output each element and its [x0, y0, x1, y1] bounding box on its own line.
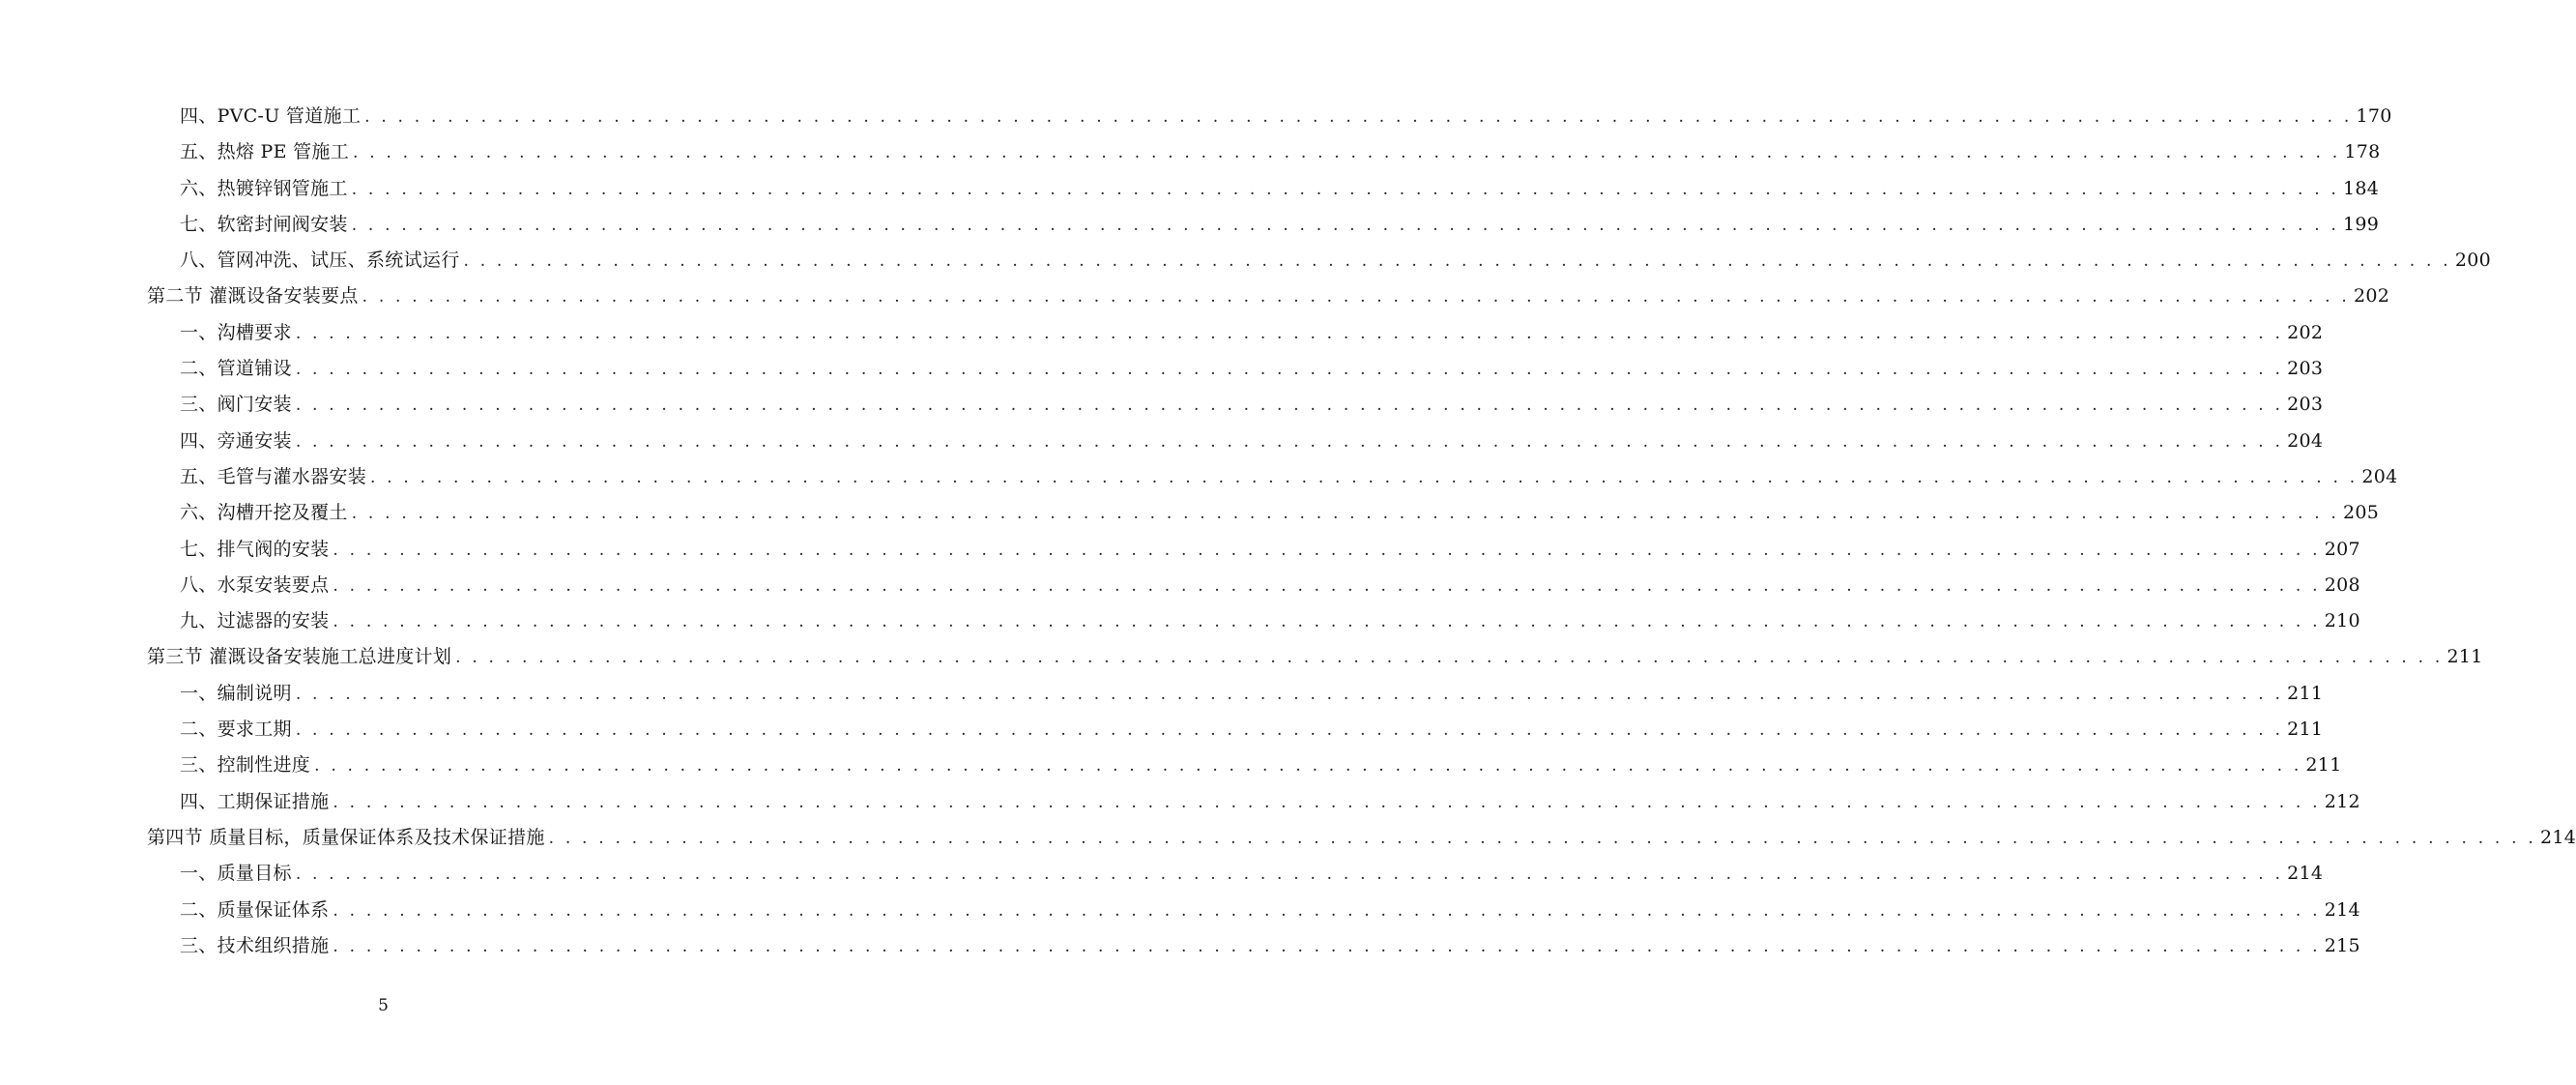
toc-entry[interactable]	[180, 424, 2324, 459]
toc-entry-page: 202	[2287, 321, 2324, 343]
toc-entry-page: 208	[2324, 573, 2360, 596]
toc-dot-leader: . . . . . . . . . . . . . . . . . . . . . . . . . . . . . . . . . . . . . . . . . . . . . . . . . . . . . . . . . . . . . . . . . . . . . . . . . . . . . . . . . . . . . . . . . . . . . . . . . . . . . . . . . . . . . . . . . . . . . . . .	[455, 648, 2444, 668]
toc-entry[interactable]	[180, 207, 2380, 243]
toc-entry[interactable]	[180, 676, 2324, 712]
page-number: 5	[378, 996, 389, 1015]
toc-dot-leader: . . . . . . . . . . . . . . . . . . . . . . . . . . . . . . . . . . . . . . . . . . . . . . . . . . . . . . . . . . . . . . . . . . . . . . . . . . . . . . . . . . . . . . . . . . . . . . . . . . . . . . . . . . . . . . . . . . . . . . . .	[333, 792, 2321, 812]
toc-dot-leader: . . . . . . . . . . . . . . . . . . . . . . . . . . . . . . . . . . . . . . . . . . . . . . . . . . . . . . . . . . . . . . . . . . . . . . . . . . . . . . . . . . . . . . . . . . . . . . . . . . . . . . . . . . . . . . . . . . . . . . . .	[364, 107, 2353, 127]
toc-entry[interactable]	[180, 532, 2360, 568]
toc-entry-title: 七、软密封闸阀安装	[180, 213, 348, 235]
toc-section-entry[interactable]	[147, 279, 2390, 314]
toc-entry-page: 178	[2344, 141, 2381, 163]
toc-dot-leader: . . . . . . . . . . . . . . . . . . . . . . . . . . . . . . . . . . . . . . . . . . . . . . . . . . . . . . . . . . . . . . . . . . . . . . . . . . . . . . . . . . . . . . . . . . . . . . . . . . . . . . . . . . . . . . . . . . . . . . . .	[362, 287, 2350, 308]
toc-entry-page: 204	[2287, 429, 2324, 452]
toc-entry[interactable]	[180, 928, 2360, 964]
toc-dot-leader: . . . . . . . . . . . . . . . . . . . . . . . . . . . . . . . . . . . . . . . . . . . . . . . . . . . . . . . . . . . . . . . . . . . . . . . . . . . . . . . . . . . . . . . . . . . . . . . . . . . . . . . . . . . . . . . . . . . . . . . .	[295, 360, 2284, 380]
toc-dot-leader: . . . . . . . . . . . . . . . . . . . . . . . . . . . . . . . . . . . . . . . . . . . . . . . . . . . . . . . . . . . . . . . . . . . . . . . . . . . . . . . . . . . . . . . . . . . . . . . . . . . . . . . . . . . . . . . . . . . . . . . .	[333, 612, 2321, 632]
toc-dot-leader: . . . . . . . . . . . . . . . . . . . . . . . . . . . . . . . . . . . . . . . . . . . . . . . . . . . . . . . . . . . . . . . . . . . . . . . . . . . . . . . . . . . . . . . . . . . . . . . . . . . . . . . . . . . . . . . . . . . . . . . .	[295, 684, 2284, 704]
toc-dot-leader: . . . . . . . . . . . . . . . . . . . . . . . . . . . . . . . . . . . . . . . . . . . . . . . . . . . . . . . . . . . . . . . . . . . . . . . . . . . . . . . . . . . . . . . . . . . . . . . . . . . . . . . . . . . . . . . . . . . . . . . .	[353, 143, 2341, 163]
toc-entry-title: 二、要求工期	[180, 718, 292, 741]
toc-entry-title: 一、编制说明	[180, 682, 292, 704]
toc-entry-page: 207	[2324, 538, 2360, 560]
toc-entry-page: 184	[2343, 177, 2380, 199]
toc-entry-title: 六、热镀锌钢管施工	[180, 177, 348, 199]
toc-entry-page: 204	[2361, 465, 2398, 487]
toc-entry[interactable]	[180, 171, 2380, 207]
toc-entry-page: 210	[2324, 610, 2360, 632]
toc-entry-title: 五、热熔 PE 管施工	[180, 141, 350, 163]
toc-entry-page: 214	[2324, 898, 2360, 921]
toc-entry-title: 六、沟槽开挖及覆土	[180, 502, 348, 524]
toc-entry-title: 九、过滤器的安装	[180, 610, 330, 632]
toc-entry-page: 199	[2343, 213, 2380, 235]
toc-entry-title: 第四节 质量目标，质量保证体系及技术保证措施	[147, 826, 545, 848]
toc-entry-title: 八、水泵安装要点	[180, 573, 330, 596]
toc-entry[interactable]	[180, 99, 2392, 134]
toc-entry-title: 四、工期保证措施	[180, 790, 330, 812]
toc-entry-page: 211	[2287, 718, 2324, 741]
toc-entry-page: 202	[2353, 285, 2390, 308]
toc-dot-leader: . . . . . . . . . . . . . . . . . . . . . . . . . . . . . . . . . . . . . . . . . . . . . . . . . . . . . . . . . . . . . . . . . . . . . . . . . . . . . . . . . . . . . . . . . . . . . . . . . . . . . . . . . . . . . . . . . . . . . . . .	[333, 936, 2321, 956]
toc-entry-page: 212	[2324, 790, 2360, 812]
toc-section-entry[interactable]	[147, 820, 2576, 856]
toc-entry-page: 215	[2324, 934, 2360, 956]
toc-entry[interactable]	[180, 748, 2342, 783]
toc-entry-title: 三、控制性进度	[180, 754, 311, 777]
toc-dot-leader: . . . . . . . . . . . . . . . . . . . . . . . . . . . . . . . . . . . . . . . . . . . . . . . . . . . . . . . . . . . . . . . . . . . . . . . . . . . . . . . . . . . . . . . . . . . . . . . . . . . . . . . . . . . . . . . . . . . . . . . .	[351, 504, 2340, 524]
toc-entry-title: 第二节 灌溉设备安装要点	[147, 285, 359, 308]
toc-entry-title: 五、毛管与灌水器安装	[180, 465, 367, 487]
toc-dot-leader: . . . . . . . . . . . . . . . . . . . . . . . . . . . . . . . . . . . . . . . . . . . . . . . . . . . . . . . . . . . . . . . . . . . . . . . . . . . . . . . . . . . . . . . . . . . . . . . . . . . . . . . . . . . . . . . . . . . . . . . .	[548, 828, 2536, 848]
toc-entry[interactable]	[180, 568, 2360, 603]
toc-dot-leader: . . . . . . . . . . . . . . . . . . . . . . . . . . . . . . . . . . . . . . . . . . . . . . . . . . . . . . . . . . . . . . . . . . . . . . . . . . . . . . . . . . . . . . . . . . . . . . . . . . . . . . . . . . . . . . . . . . . . . . . .	[295, 720, 2284, 741]
toc-entry-title: 二、管道铺设	[180, 358, 292, 380]
toc-entry[interactable]	[180, 893, 2360, 928]
toc-entry-title: 四、PVC-U 管道施工	[180, 105, 362, 127]
toc-dot-leader: . . . . . . . . . . . . . . . . . . . . . . . . . . . . . . . . . . . . . . . . . . . . . . . . . . . . . . . . . . . . . . . . . . . . . . . . . . . . . . . . . . . . . . . . . . . . . . . . . . . . . . . . . . . . . . . . . . . . . . . .	[333, 575, 2321, 596]
toc-section-entry[interactable]	[147, 639, 2483, 675]
toc-entry[interactable]	[180, 712, 2324, 748]
toc-entry-title: 二、质量保证体系	[180, 898, 330, 921]
toc-entry-title: 四、旁通安装	[180, 429, 292, 452]
toc-dot-leader: . . . . . . . . . . . . . . . . . . . . . . . . . . . . . . . . . . . . . . . . . . . . . . . . . . . . . . . . . . . . . . . . . . . . . . . . . . . . . . . . . . . . . . . . . . . . . . . . . . . . . . . . . . . . . . . . . . . . . . . .	[351, 215, 2340, 235]
toc-entry-title: 一、质量目标	[180, 863, 292, 885]
toc-entry[interactable]	[180, 134, 2381, 170]
table-of-contents	[0, 99, 2576, 964]
toc-dot-leader: . . . . . . . . . . . . . . . . . . . . . . . . . . . . . . . . . . . . . . . . . . . . . . . . . . . . . . . . . . . . . . . . . . . . . . . . . . . . . . . . . . . . . . . . . . . . . . . . . . . . . . . . . . . . . . . . . . . . . . . .	[351, 179, 2340, 199]
toc-dot-leader: . . . . . . . . . . . . . . . . . . . . . . . . . . . . . . . . . . . . . . . . . . . . . . . . . . . . . . . . . . . . . . . . . . . . . . . . . . . . . . . . . . . . . . . . . . . . . . . . . . . . . . . . . . . . . . . . . . . . . . . .	[295, 396, 2284, 416]
toc-entry-page: 200	[2454, 249, 2491, 272]
toc-entry-page: 203	[2287, 358, 2324, 380]
toc-entry-title: 三、技术组织措施	[180, 934, 330, 956]
toc-entry-title: 一、沟槽要求	[180, 321, 292, 343]
toc-dot-leader: . . . . . . . . . . . . . . . . . . . . . . . . . . . . . . . . . . . . . . . . . . . . . . . . . . . . . . . . . . . . . . . . . . . . . . . . . . . . . . . . . . . . . . . . . . . . . . . . . . . . . . . . . . . . . . . . . . . . . . . .	[333, 540, 2321, 560]
toc-entry[interactable]	[180, 315, 2324, 351]
toc-entry[interactable]	[180, 387, 2324, 423]
toc-entry-page: 211	[2287, 682, 2324, 704]
toc-entry-page: 211	[2305, 754, 2342, 777]
toc-dot-leader: . . . . . . . . . . . . . . . . . . . . . . . . . . . . . . . . . . . . . . . . . . . . . . . . . . . . . . . . . . . . . . . . . . . . . . . . . . . . . . . . . . . . . . . . . . . . . . . . . . . . . . . . . . . . . . . . . . . . . . . .	[295, 865, 2284, 885]
toc-entry-page: 214	[2287, 863, 2324, 885]
toc-dot-leader: . . . . . . . . . . . . . . . . . . . . . . . . . . . . . . . . . . . . . . . . . . . . . . . . . . . . . . . . . . . . . . . . . . . . . . . . . . . . . . . . . . . . . . . . . . . . . . . . . . . . . . . . . . . . . . . . . . . . . . . .	[295, 323, 2284, 343]
toc-entry[interactable]	[180, 495, 2380, 531]
toc-dot-leader: . . . . . . . . . . . . . . . . . . . . . . . . . . . . . . . . . . . . . . . . . . . . . . . . . . . . . . . . . . . . . . . . . . . . . . . . . . . . . . . . . . . . . . . . . . . . . . . . . . . . . . . . . . . . . . . . . . . . . . . .	[370, 467, 2359, 487]
toc-entry-title: 三、阀门安装	[180, 394, 292, 416]
toc-entry-page: 205	[2343, 502, 2380, 524]
toc-entry[interactable]	[180, 243, 2491, 279]
toc-dot-leader: . . . . . . . . . . . . . . . . . . . . . . . . . . . . . . . . . . . . . . . . . . . . . . . . . . . . . . . . . . . . . . . . . . . . . . . . . . . . . . . . . . . . . . . . . . . . . . . . . . . . . . . . . . . . . . . . . . . . . . . .	[333, 900, 2321, 921]
toc-entry-page: 211	[2446, 646, 2483, 668]
toc-dot-leader: . . . . . . . . . . . . . . . . . . . . . . . . . . . . . . . . . . . . . . . . . . . . . . . . . . . . . . . . . . . . . . . . . . . . . . . . . . . . . . . . . . . . . . . . . . . . . . . . . . . . . . . . . . . . . . . . . . . . . . . .	[314, 756, 2302, 777]
toc-entry[interactable]	[180, 856, 2324, 892]
toc-dot-leader: . . . . . . . . . . . . . . . . . . . . . . . . . . . . . . . . . . . . . . . . . . . . . . . . . . . . . . . . . . . . . . . . . . . . . . . . . . . . . . . . . . . . . . . . . . . . . . . . . . . . . . . . . . . . . . . . . . . . . . . .	[463, 251, 2451, 272]
toc-entry-title: 八、管网冲洗、试压、系统试运行	[180, 249, 460, 272]
toc-entry[interactable]	[180, 459, 2398, 495]
toc-entry-title: 七、排气阀的安装	[180, 538, 330, 560]
toc-entry-title: 第三节 灌溉设备安装施工总进度计划	[147, 646, 452, 668]
toc-entry[interactable]	[180, 603, 2360, 639]
toc-entry-page: 203	[2287, 394, 2324, 416]
toc-entry[interactable]	[180, 351, 2324, 387]
toc-entry[interactable]	[180, 784, 2360, 820]
toc-entry-page: 170	[2356, 105, 2392, 127]
toc-entry-page: 214	[2539, 826, 2576, 848]
toc-dot-leader: . . . . . . . . . . . . . . . . . . . . . . . . . . . . . . . . . . . . . . . . . . . . . . . . . . . . . . . . . . . . . . . . . . . . . . . . . . . . . . . . . . . . . . . . . . . . . . . . . . . . . . . . . . . . . . . . . . . . . . . .	[295, 431, 2284, 452]
